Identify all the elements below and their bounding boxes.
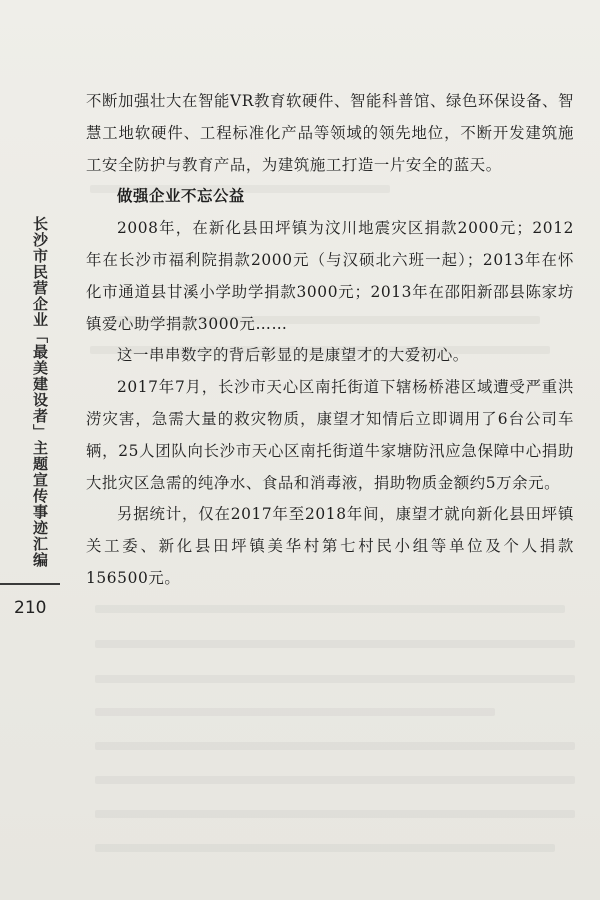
paragraph-continuation: 不断加强壮大在智能VR教育软硬件、智能科普馆、绿色环保设备、智慧工地软硬件、工程标准化产品等领域的领先地位，不断开发建筑施工安全防护与教育产品，为建筑施工打造一片安全的蓝天。 [86, 92, 574, 174]
body-text [86, 86, 574, 595]
show-through-decoration [95, 776, 575, 784]
book-title-vertical: 长沙市民营企业「最美建设者」主题宣传事迹汇编 [31, 216, 49, 568]
show-through-decoration [95, 708, 495, 716]
show-through-decoration [95, 675, 575, 683]
show-through-decoration [95, 605, 565, 613]
section-heading: 做强企业不忘公益 [117, 187, 245, 206]
show-through-decoration [95, 640, 575, 648]
page-number: 210 [14, 598, 47, 618]
paragraph-summary: 这一串串数字的背后彰显的是康望才的大爱初心。 [117, 346, 469, 365]
paragraph-donations-list: 2008年，在新化县田坪镇为汶川地震灾区捐款2000元；2012年在长沙市福利院捐款2000元（与汉硕北六班一起）；2013年在怀化市通道县甘溪小学助学捐款3000元；2013年在邵阳新邵县陈家坊镇爱心助学捐款3000元…… [86, 219, 574, 333]
margin-divider [0, 583, 60, 585]
show-through-decoration [95, 844, 555, 852]
paragraph-flood-relief: 2017年7月，长沙市天心区南托街道下辖杨桥港区域遭受严重洪涝灾害，急需大量的救灾物质，康望才知情后立即调用了6台公司车辆，25人团队向长沙市天心区南托街道牛家塘防汛应急保障中心捐助大批灾区急需的纯净水、食品和消毒液，捐助物质金额约5万余元。 [86, 378, 574, 492]
show-through-decoration [95, 810, 575, 818]
paragraph-statistics: 另据统计，仅在2017年至2018年间，康望才就向新化县田坪镇关工委、新化县田坪镇美华村第七村民小组等单位及个人捐款156500元。 [86, 505, 574, 587]
show-through-decoration [95, 742, 575, 750]
